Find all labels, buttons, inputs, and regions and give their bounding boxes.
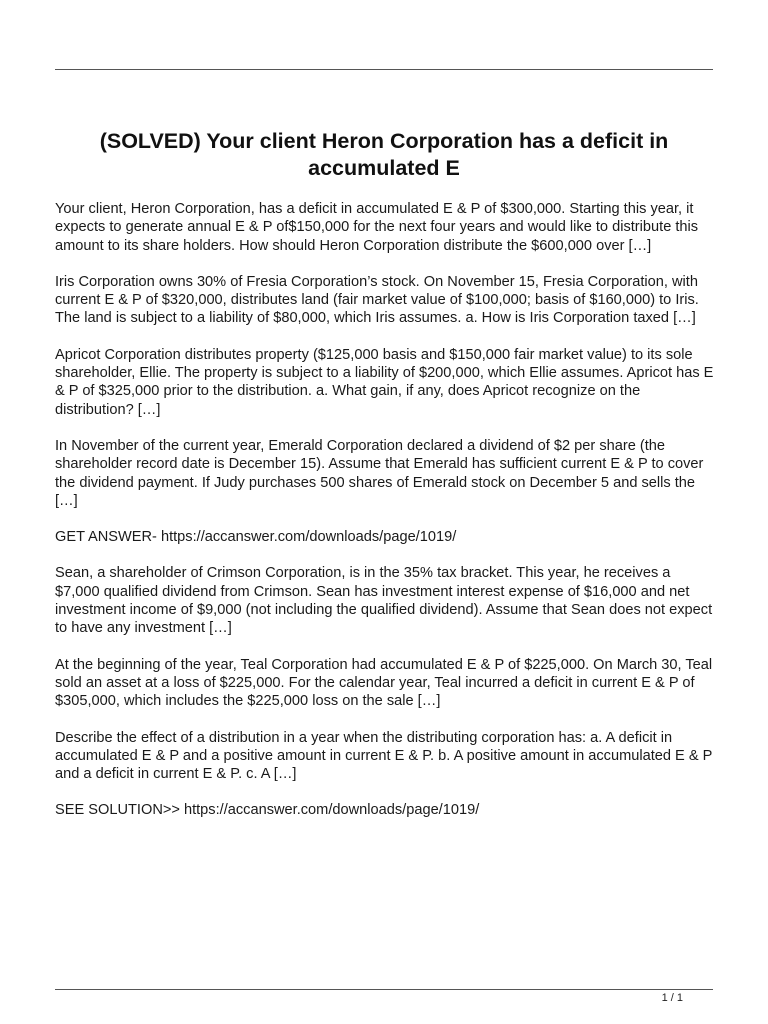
get-answer-link-text: GET ANSWER- https://accanswer.com/downloads/page/1019/ [55,529,457,546]
paragraph-apricot: Apricot Corporation distributes property ($125,000 basis and $150,000 fair market value) to its sole shareholder, Ellie. The property is subject to a liability of $200,000, which Ellie assumes. Apricot has E & P of $325,000 prior to the distribution. a. What gain, if any, does Apricot recognize on the distribution? […] [55,346,714,418]
paragraph-teal: At the beginning of the year, Teal Corporation had accumulated E & P of $225,000. On March 30, Teal sold an asset at a loss of $225,000. For the calendar year, Teal incurred a deficit in current E & P of $305,000, which includes the $225,000 loss on the sale […] [55,656,713,710]
document-body [55,200,715,838]
paragraph-emerald: In November of the current year, Emerald Corporation declared a dividend of $2 per share (the shareholder record date is December 15). Assume that Emerald has sufficient current E & P to cover the dividend payment. If Judy purchases 500 shares of Emerald stock on December 5 and sells the […] [55,437,704,509]
footer-rule [55,989,713,990]
paragraph-sean: Sean, a shareholder of Crimson Corporation, is in the 35% tax bracket. This year, he receives a $7,000 qualified dividend from Crimson. Sean has investment interest expense of $16,000 and net investment income of $9,000 (not including the qualified dividend). Assume that Sean does not expect to have any investment […] [55,565,713,637]
see-solution-link-text: SEE SOLUTION>> https://accanswer.com/downloads/page/1019/ [55,802,480,819]
document-title: (SOLVED) Your client Heron Corporation has a deficit in accumulated E [99,129,669,180]
header-rule [55,69,713,70]
page-number: 1 / 1 [661,992,683,1004]
paragraph-heron: Your client, Heron Corporation, has a deficit in accumulated E & P of $300,000. Starting this year, it expects to generate annual E & P of$150,000 for the next four years and would like to distribute this amount to its share holders. How should Heron Corporation distribute the $600,000 over […] [55,201,699,254]
paragraph-iris: Iris Corporation owns 30% of Fresia Corporation’s stock. On November 15, Fresia Corporation, with current E & P of $320,000, distributes land (fair market value of $100,000; basis of $160,000) to Iris. The land is subject to a liability of $80,000, which Iris assumes. a. How is Iris Corporation taxed […] [55,273,699,327]
paragraph-describe: Describe the effect of a distribution in a year when the distributing corporation has: a. A deficit in accumulated E & P and a positive amount in current E & P. b. A positive amount in accumulated E & P and a deficit in current E & P. c. A […] [55,729,713,783]
